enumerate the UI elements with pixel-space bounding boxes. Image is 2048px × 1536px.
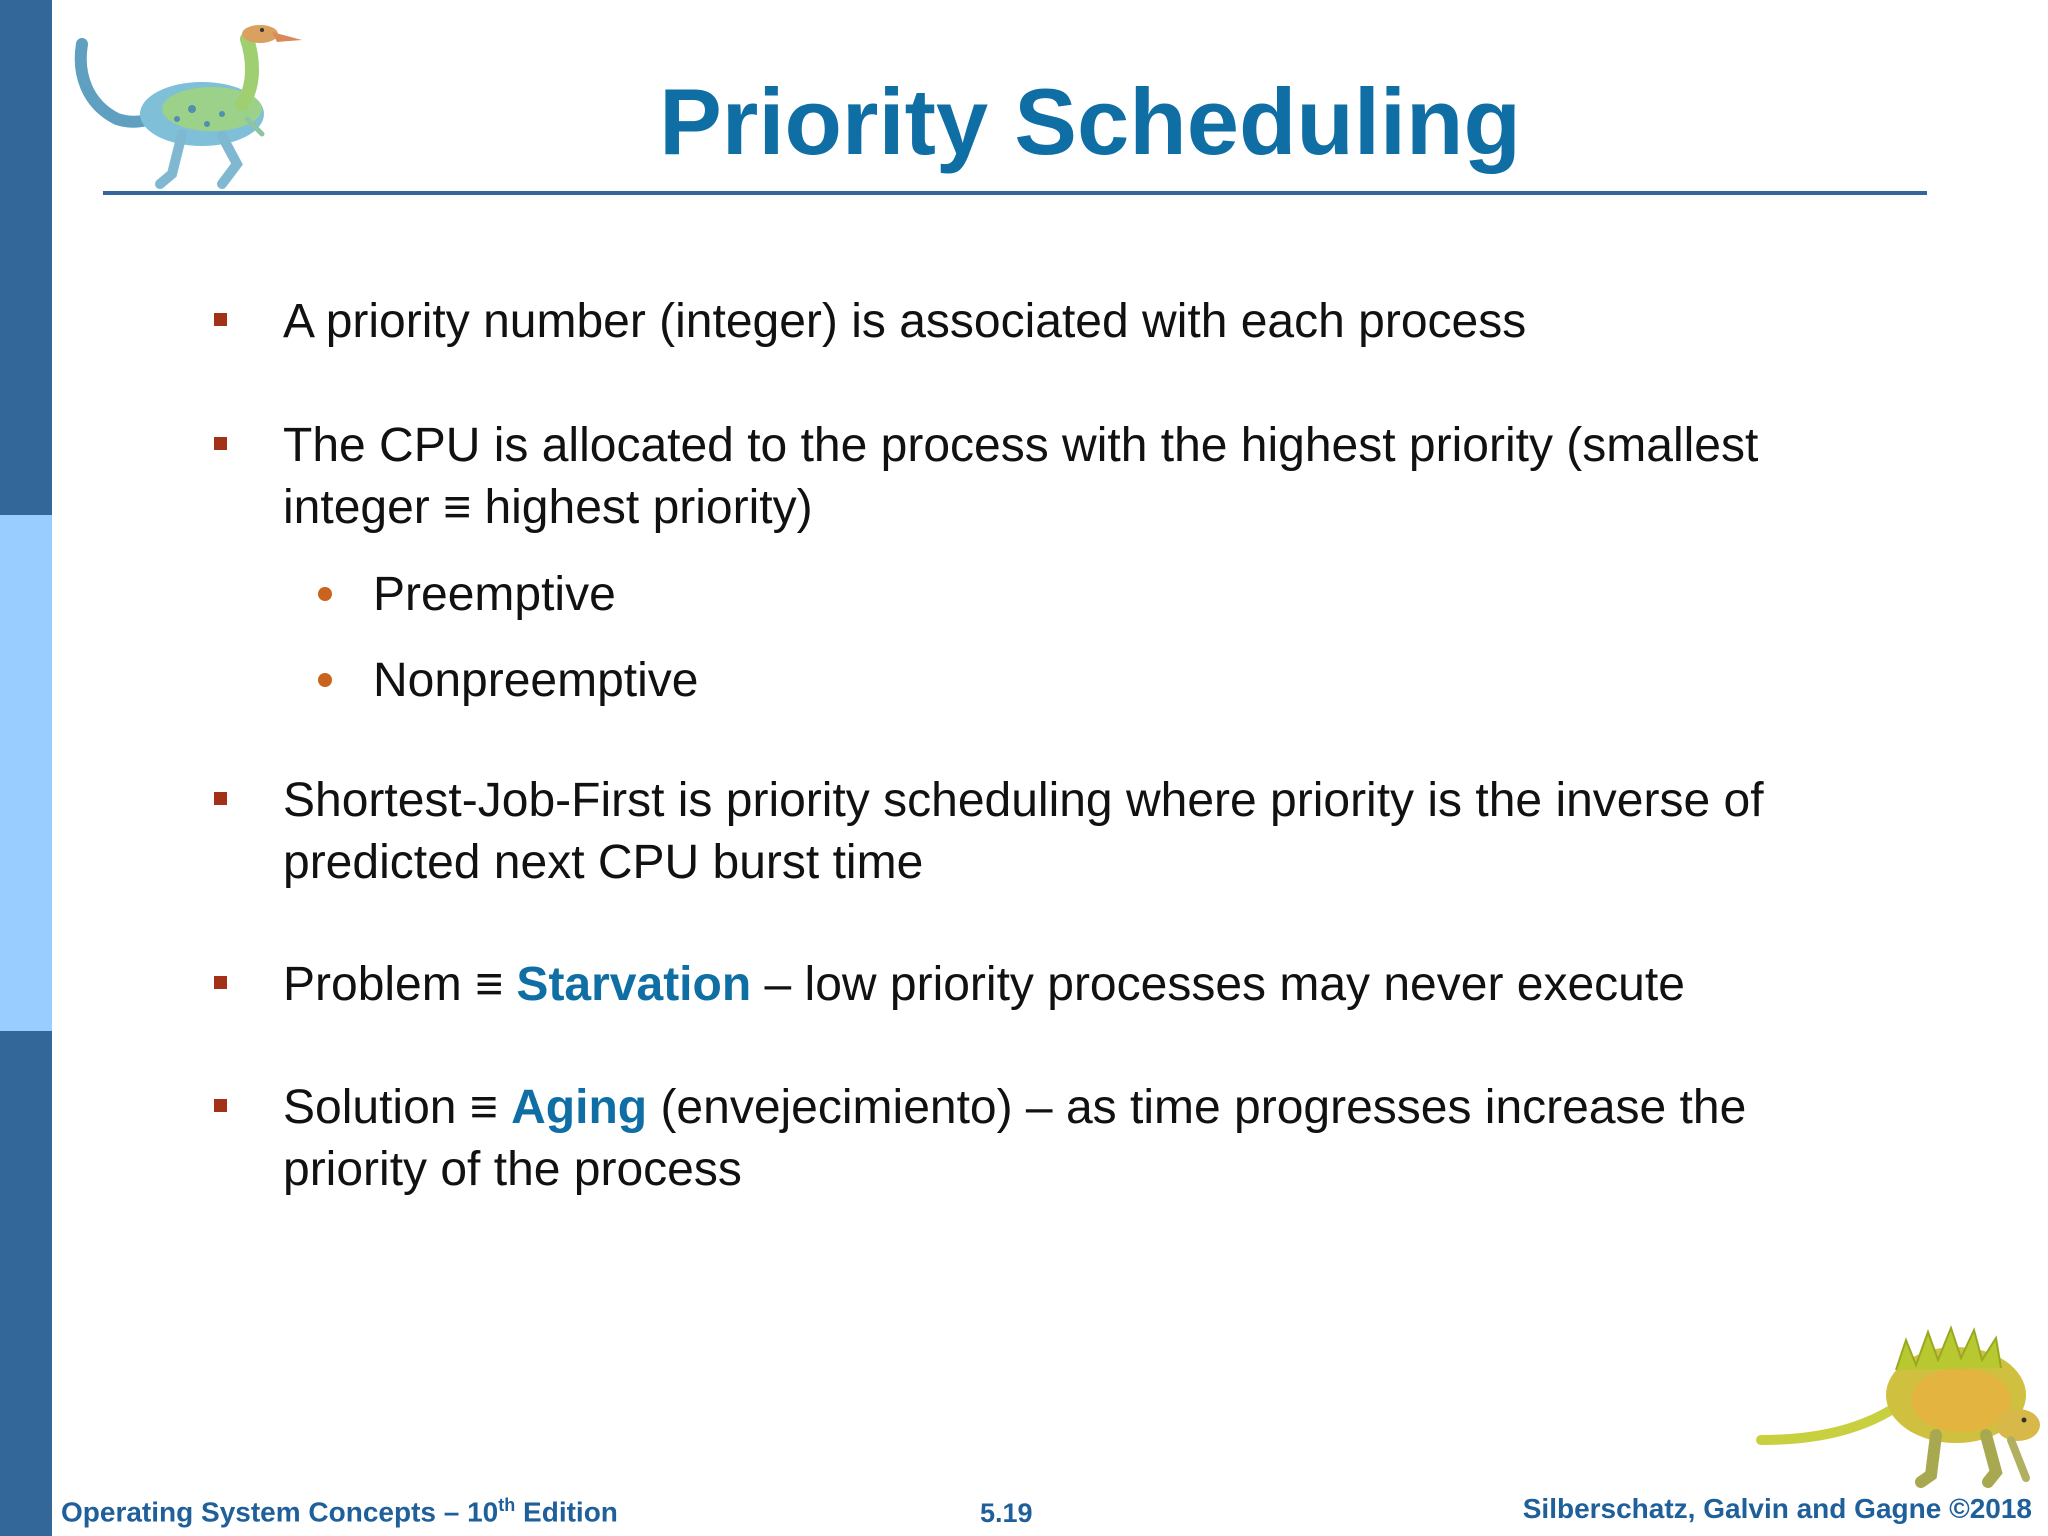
square-bullet-icon bbox=[214, 313, 227, 326]
bullet-text-line-1: Shortest-Job-First is priority scheduling where priority is the inverse of bbox=[283, 774, 1764, 827]
highlight-term-starvation: Starvation bbox=[516, 958, 752, 1011]
square-bullet-icon bbox=[214, 976, 227, 989]
list-item bbox=[283, 770, 1923, 894]
bullet-text-post: (envejecimiento) – as time progresses increase the bbox=[647, 1081, 1747, 1134]
square-bullet-icon bbox=[214, 792, 227, 805]
footer-book-prefix: Operating System Concepts – 10 bbox=[61, 1496, 499, 1528]
list-item bbox=[283, 291, 1923, 353]
sub-list-item-nonpreemptive: Nonpreemptive bbox=[373, 654, 699, 707]
dinosaur-icon bbox=[1756, 1300, 2046, 1490]
highlight-term-aging: Aging bbox=[511, 1081, 648, 1134]
list-item bbox=[283, 954, 1923, 1016]
bullet-text-line-2: predicted next CPU burst time bbox=[283, 836, 924, 889]
bullet-text: A priority number (integer) is associated with each process bbox=[283, 295, 1527, 348]
title-divider bbox=[103, 191, 1927, 195]
bullet-text-post: – low priority processes may never execute bbox=[751, 958, 1685, 1011]
footer-book-sup: th bbox=[498, 1495, 516, 1515]
list-item bbox=[283, 1077, 1923, 1201]
bullet-text-line-2: priority of the process bbox=[283, 1143, 742, 1196]
footer-book-title bbox=[61, 1495, 618, 1528]
square-bullet-icon bbox=[214, 437, 227, 450]
dot-bullet-icon bbox=[318, 587, 332, 601]
list-item bbox=[283, 415, 1923, 539]
footer-authors: Silberschatz, Galvin and Gagne ©2018 bbox=[1522, 1493, 2032, 1524]
bullet-text-line-2: integer ≡ highest priority) bbox=[283, 481, 813, 534]
bullet-text-pre: Solution ≡ bbox=[283, 1081, 512, 1134]
bullet-text-line-1: The CPU is allocated to the process with the highest priority (smallest bbox=[283, 419, 1759, 472]
left-bar-middle bbox=[0, 515, 52, 1031]
bullet-text-pre: Problem ≡ bbox=[283, 958, 517, 1011]
dot-bullet-icon bbox=[318, 673, 332, 687]
sub-list-item-preemptive: Preemptive bbox=[373, 568, 616, 621]
square-bullet-icon bbox=[214, 1099, 227, 1112]
left-bar-top bbox=[0, 0, 52, 515]
footer-book-suffix: Edition bbox=[515, 1496, 618, 1528]
left-bar-bottom bbox=[0, 1031, 52, 1536]
dinosaur-icon bbox=[72, 14, 322, 194]
page-title: Priority Scheduling bbox=[659, 69, 1521, 174]
page-number: 5.19 bbox=[980, 1498, 1033, 1528]
